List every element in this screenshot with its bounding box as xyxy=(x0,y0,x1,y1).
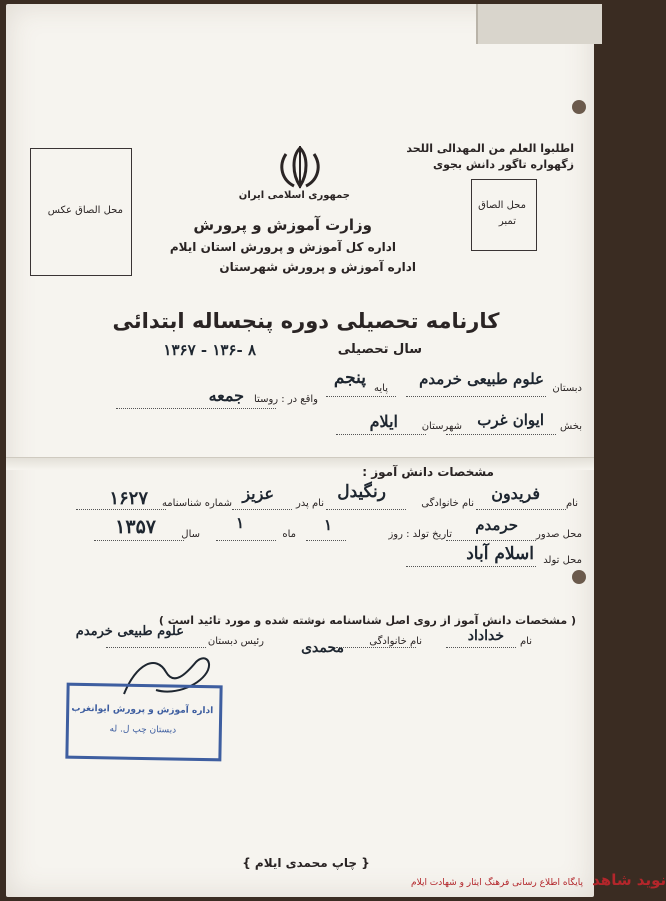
print-house-name: چاپ محمدی ایلام xyxy=(254,856,358,870)
birthplace-label: محل تولد xyxy=(543,555,582,566)
school-year-value: ۸ -۱۳۶ - ۱۳۶۷ xyxy=(163,341,256,359)
family-name-line xyxy=(326,509,406,510)
official-stamp-line-1: اداره آموزش و پرورش ایوانغرب xyxy=(71,703,214,717)
day-line xyxy=(306,540,346,541)
principal-family-label: نام خانوادگی xyxy=(369,636,422,647)
official-stamp xyxy=(65,683,222,762)
print-house: { چاپ محمدی ایلام } xyxy=(242,856,370,870)
birthplace-line xyxy=(406,566,536,567)
dob-label: تاریخ تولد : روز xyxy=(388,529,452,540)
tax-stamp-label-2: تمبر xyxy=(498,216,516,227)
father-name-label: نام پدر xyxy=(295,498,324,509)
punch-hole xyxy=(572,570,586,584)
district-label: بخش xyxy=(560,421,582,432)
id-number-label: شماره شناسنامه xyxy=(161,498,232,509)
city-value: ایلام xyxy=(369,412,398,431)
school-value: علوم طبیعی خرمدم xyxy=(419,370,544,388)
school-line xyxy=(406,396,546,397)
year-label: سال xyxy=(181,529,200,540)
student-name-line xyxy=(476,509,566,510)
month-line xyxy=(216,540,276,541)
student-section-title: مشخصات دانش آموز : xyxy=(362,465,494,479)
paper-fold xyxy=(6,457,594,470)
city-label: شهرستان xyxy=(421,421,462,432)
year-value: ۱۳۵۷ xyxy=(115,516,156,538)
local-office: اداره آموزش و پرورش شهرستان xyxy=(219,260,416,274)
location-label: واقع در : روستا xyxy=(254,394,318,405)
district-line xyxy=(446,434,556,435)
watermark-name: نوید شاهد xyxy=(592,871,666,889)
principal-school-value: علوم طبیعی خرمدم xyxy=(75,624,184,639)
grade-line xyxy=(326,396,396,397)
photo-box xyxy=(30,148,132,276)
photo-box-label: محل الصاق عکس xyxy=(47,205,123,216)
iran-emblem-icon xyxy=(274,144,326,190)
issue-place-label: محل صدور xyxy=(536,529,582,540)
document-title: کارنامه تحصیلی دوره پنجساله ابتدائی xyxy=(112,309,500,333)
principal-name-value: خداداد xyxy=(467,628,504,644)
official-stamp-line-2: دبستان چپ ل. له xyxy=(109,724,177,736)
principal-role-label: رئیس دبستان xyxy=(207,636,264,647)
family-name-label: نام خانوادگی xyxy=(421,498,474,509)
father-name-line xyxy=(232,509,292,510)
district-value: ایوان غرب xyxy=(477,411,544,429)
village-value: جمعه xyxy=(208,386,244,405)
ministry-name: وزارت آموزش و پرورش xyxy=(193,216,372,234)
year-line xyxy=(94,540,184,541)
id-number-value: ۱۶۲۷ xyxy=(109,488,148,509)
month-value: ۱ xyxy=(235,514,244,532)
motto-line-1: اطلبوا العلم من المهدالی اللحد xyxy=(406,142,574,155)
school-year-label: سال تحصیلی xyxy=(337,342,422,357)
school-label: دبستان xyxy=(552,383,582,394)
birthplace-value: اسلام آباد xyxy=(466,544,534,564)
tax-stamp-label-1: محل الصاق xyxy=(478,200,526,211)
month-label: ماه xyxy=(282,529,296,540)
principal-family-line xyxy=(336,647,416,648)
day-value: ۱ xyxy=(323,516,332,534)
student-name-value: فریدون xyxy=(491,484,540,503)
city-line xyxy=(336,434,426,435)
principal-name-line xyxy=(446,647,516,648)
punch-hole xyxy=(572,100,586,114)
principal-name-label: نام xyxy=(519,636,532,647)
report-card-sheet xyxy=(6,4,666,897)
student-name-label: نام xyxy=(565,498,578,509)
general-office: اداره کل آموزش و پرورش استان ایلام xyxy=(169,240,396,254)
principal-family-value: محمدی xyxy=(301,640,344,656)
grade-value: پنجم xyxy=(333,368,366,388)
issue-place-line xyxy=(446,540,536,541)
issue-place-value: حرمدم xyxy=(475,516,518,534)
village-line xyxy=(116,408,276,409)
watermark-sub: پایگاه اطلاع رسانی فرهنگ ایثار و شهادت ایلام xyxy=(411,878,584,888)
certification-text: ( مشخصات دانش آموز از روی اصل شناسنامه نوشته شده و مورد تائید است ) xyxy=(158,614,576,627)
grade-label: پایه xyxy=(374,383,388,394)
family-name-value: رنگیدل xyxy=(337,482,386,502)
folder-tab xyxy=(476,4,602,44)
father-name-value: عزیز xyxy=(242,484,274,503)
id-number-line xyxy=(76,509,166,510)
tax-stamp-box xyxy=(471,179,537,251)
motto-line-2: زگهواره تاگور دانش بجوی xyxy=(433,158,574,171)
watermark-logo xyxy=(411,870,666,889)
emblem-caption: جمهوری اسلامی ایران xyxy=(238,190,350,201)
